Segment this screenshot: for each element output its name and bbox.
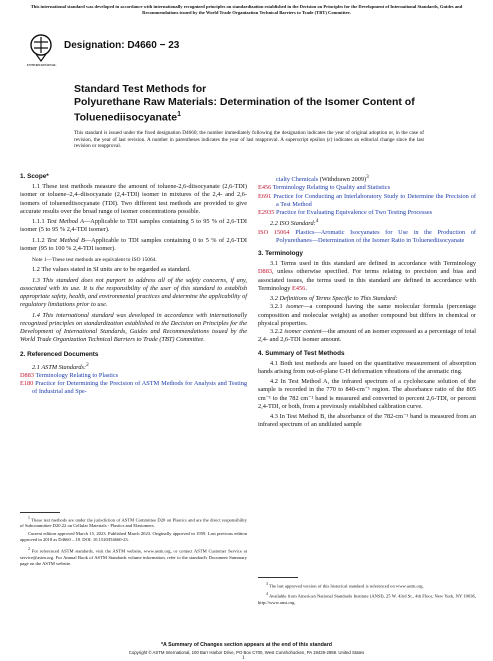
logo-word: INTERNATIONAL bbox=[27, 63, 57, 67]
title-footnote-ref[interactable]: 1 bbox=[177, 110, 181, 118]
right-column bbox=[258, 173, 476, 430]
section-3-heading: 3. Terminology bbox=[258, 250, 303, 258]
wto-notice: This international standard was developed in accordance with internationally recognized principles on standardization established in the Decision on Principles for the Development of International Standards, Guides and Recommendations issued by the World Trade Organization Technical Barriers to Trade (TBT) Committee. bbox=[30, 4, 463, 15]
footnote-marker: 3 bbox=[266, 582, 268, 586]
footnote-ref[interactable]: 4 bbox=[315, 218, 319, 225]
footnote-text: Available from American National Standards Institute (ANSI), 25 W. 43rd St., 4th Floor, New York, NY 10036, http://www.ansi.org. bbox=[258, 593, 476, 605]
footnote-4 bbox=[258, 592, 476, 605]
standard-issue-notice: This standard is issued under the fixed designation D4660; the number immediately following the designation indicates the year of original adoption or, in the case of revision, the year of last revision. A number in parentheses indicates the year of last reapproval. A superscript epsilon (ε) indicates an editorial change since the last revision or reapproval. bbox=[74, 130, 424, 149]
para-3-1 bbox=[258, 260, 476, 293]
title-text: Polyurethane Raw Materials: Determination of the Isomer Content of Toluenediisocyanate bbox=[74, 96, 415, 123]
para-1-3: 1.3 This standard does not purport to address all of the safety concerns, if any, associated with its use. It is the responsibility of the user of this standard to establish appropriate safety, health, and environmental practices and determine the applicability of regulatory limitations prior to use. bbox=[20, 276, 247, 309]
section-2-heading: 2. Referenced Documents bbox=[20, 350, 99, 358]
title-prefix: Standard Test Methods for bbox=[74, 83, 207, 95]
ref-e180-continued bbox=[258, 173, 476, 184]
para-text: , unless otherwise specified. For terms relating to precision and bias and associated issues, the terms used in this standard are defined in accordance with Terminology bbox=[258, 268, 476, 292]
ref-iso-15064 bbox=[258, 229, 476, 246]
note-1: Note 1—These test methods are equivalent to ISO 15064. bbox=[32, 257, 157, 263]
para-num: 1.1.1 bbox=[32, 218, 45, 225]
footnote-1-edition: Current edition approved March 15, 2023. Published March 2023. Originally approved in 1959. Last previous edition approved in 2018 as D4660 – 18. DOI: 10.1520/D4660-23. bbox=[20, 531, 247, 543]
footnote-marker: 1 bbox=[28, 516, 30, 520]
ref-code[interactable]: E2935 bbox=[258, 209, 275, 217]
footnote-rule-right bbox=[258, 577, 298, 578]
ref-e180 bbox=[20, 380, 247, 397]
ref-code[interactable]: E180 bbox=[20, 380, 34, 388]
footnote-text: The last approved version of this historical standard is referenced on www.astm.org. bbox=[269, 583, 424, 589]
ref-code[interactable]: ISO 15064 bbox=[258, 228, 290, 236]
para-4-2: 4.2 In Test Method A, the infrared spectrum of a cyclohexane solution of the sample is recorded in the 770 to 840-cm⁻¹ region. The absorbance ratio of the 805 cm⁻¹ to the 782 cm⁻¹ band is measured and converted to percent 2,6-TDI, or percent 2,4-TDI, or both, from a previously established calibration curve. bbox=[258, 378, 476, 410]
ref-code[interactable]: E691 bbox=[258, 192, 272, 200]
ref-code[interactable]: D883 bbox=[20, 371, 34, 379]
designation: Designation: D4660 − 23 bbox=[64, 40, 180, 51]
ref-e456 bbox=[258, 184, 476, 192]
para-4-1: 4.1 Both test methods are based on the quantitative measurement of absorption bands arising from out-of-plane C-H deformation vibrations of the aromatic ring. bbox=[258, 359, 476, 375]
footnote-marker: 2 bbox=[28, 547, 30, 552]
ref-status: (Withdrawn 2009) bbox=[318, 176, 367, 184]
ref-title[interactable]: cialty Chemicals bbox=[276, 176, 319, 184]
para-term: isomer bbox=[286, 303, 304, 311]
para-term: Test Method A bbox=[46, 218, 84, 225]
ref-d883 bbox=[20, 372, 247, 380]
para-2-2 bbox=[258, 217, 476, 228]
para-text: 2.1 ASTM Standards: bbox=[32, 363, 87, 371]
left-column bbox=[20, 173, 247, 397]
para-text: —Applicable to TDI samples containing 5 to 95 % of 2,6-TDI isomer (5 to 95 % 2,4-TDI isomer). bbox=[20, 218, 247, 234]
summary-of-changes-note: *A Summary of Changes section appears at the end of this standard bbox=[160, 642, 333, 648]
footnote-3 bbox=[258, 582, 476, 589]
footnote-ref[interactable]: 3 bbox=[366, 174, 369, 180]
footnote-text: These test methods are under the jurisdiction of ASTM Committee D20 on Plastics and are the direct responsibility of Subcommittee D20.22 on Cellular Materials - Plastics and Elastomers. bbox=[20, 517, 247, 529]
xref-e456[interactable]: E456 bbox=[292, 284, 306, 292]
footnote-marker: 4 bbox=[266, 592, 268, 597]
para-4-3: 4.3 In Test Method B, the absorbance of the 782-cm⁻¹ band is measured from an infrared spectrum of an undiluted sample bbox=[258, 413, 476, 429]
footnote-1 bbox=[20, 516, 247, 529]
para-1-2: 1.2 The values stated in SI units are to be regarded as standard. bbox=[32, 266, 191, 274]
para-term: isomer content bbox=[284, 328, 322, 336]
para-num: 1.1.2 bbox=[32, 236, 45, 244]
para-1-1: 1.1 These test methods measure the amount of toluene-2,6-diisocyanate (2,6-TDI) isomer or toluene–2,4–diisocyanate (2,4-TDI) isomer in mixtures of the 2,4- and 2,6-isomers of toluenediisocyanate (TDI). Two different test methods are provided to give accurate results over the broad range of isomer concentrations possible. bbox=[20, 183, 247, 215]
para-2-1 bbox=[20, 361, 247, 372]
para-num: 3.2.1 bbox=[270, 303, 283, 311]
copyright-line: Copyright © ASTM International, 100 Barr Harbor Drive, PO Box C700, West Conshohocken, PA 19428-2959. United States bbox=[128, 650, 365, 655]
footnotes-right bbox=[258, 582, 476, 606]
ref-title[interactable]: Practice for Conducting an Interlaboratory Study to Determine the Precision of a Test Method bbox=[273, 192, 476, 208]
para-3-2-1 bbox=[258, 303, 476, 328]
ref-title[interactable]: Terminology Relating to Plastics bbox=[35, 371, 119, 379]
para-3-2: 3.2 Definitions of Terms Specific to This Standard: bbox=[270, 295, 398, 303]
para-1-1-1 bbox=[20, 218, 247, 235]
para-text: —Applicable to TDI samples containing 0 to 5 % of 2,6-TDI isomer (95 to 100 % 2,4-TDI isomer). bbox=[20, 236, 248, 252]
astm-logo bbox=[30, 34, 52, 64]
xref-d883[interactable]: D883 bbox=[258, 268, 272, 276]
footnotes-left bbox=[20, 516, 247, 566]
para-text: . bbox=[305, 284, 307, 292]
section-1-heading: 1. Scope* bbox=[20, 173, 49, 180]
document-title bbox=[74, 96, 434, 124]
ref-title[interactable]: Plastics—Aromatic Isocyanates for Use in the Production of Polyurethanes—Determination of the Isomer Ratio in Toluenediisocyanate bbox=[276, 228, 477, 244]
section-4-heading: 4. Summary of Test Methods bbox=[258, 349, 345, 357]
ref-title[interactable]: Practice for Determining the Precision of ASTM Methods for Analysis and Testing of Industrial and Spe- bbox=[32, 380, 248, 396]
ref-e2935 bbox=[258, 209, 476, 217]
para-1-4: 1.4 This international standard was developed in accordance with internationally recognized principles on standardization established in the Decision on Principles for the Development of International Standards, Guides and Recommendations issued by the World Trade Organization Technical Barriers to Trade (TBT) Committee. bbox=[20, 311, 247, 344]
para-text: —a compound having the same molecular formula (percentage composition and molecular weight) as another compound but differs in chemical or physical properties. bbox=[258, 303, 476, 327]
para-num: 3.2.2 bbox=[270, 328, 283, 336]
footnote-rule-left bbox=[20, 512, 60, 513]
para-term: Test Method B bbox=[47, 236, 85, 244]
footnote-ref[interactable]: 2 bbox=[86, 361, 89, 368]
page-number: 1 bbox=[242, 656, 245, 661]
footnote-text: For referenced ASTM standards, visit the ASTM website, www.astm.org, or contact ASTM Customer Service at service@astm.org. For Annual Book of ASTM Standards volume information, refer to the standard's Document Summary page on the ASTM website. bbox=[20, 548, 247, 566]
para-text: 3.1 Terms used in this standard are defined in accordance with Terminology bbox=[270, 260, 476, 268]
ref-e691 bbox=[258, 193, 476, 210]
ref-code[interactable]: E456 bbox=[258, 184, 272, 192]
para-3-2-2 bbox=[258, 328, 476, 345]
ref-title[interactable]: Practice for Evaluating Equivalence of Two Testing Processes bbox=[276, 209, 433, 217]
para-text: 2.2 ISO Standard: bbox=[270, 220, 316, 228]
para-text: —the amount of an isomer expressed as a percentage of total 2,4- and 2,6-TDI isomer amount. bbox=[258, 328, 476, 344]
footnote-2 bbox=[20, 547, 247, 566]
para-1-1-2 bbox=[20, 237, 247, 254]
ref-title[interactable]: Terminology Relating to Quality and Statistics bbox=[272, 184, 391, 192]
